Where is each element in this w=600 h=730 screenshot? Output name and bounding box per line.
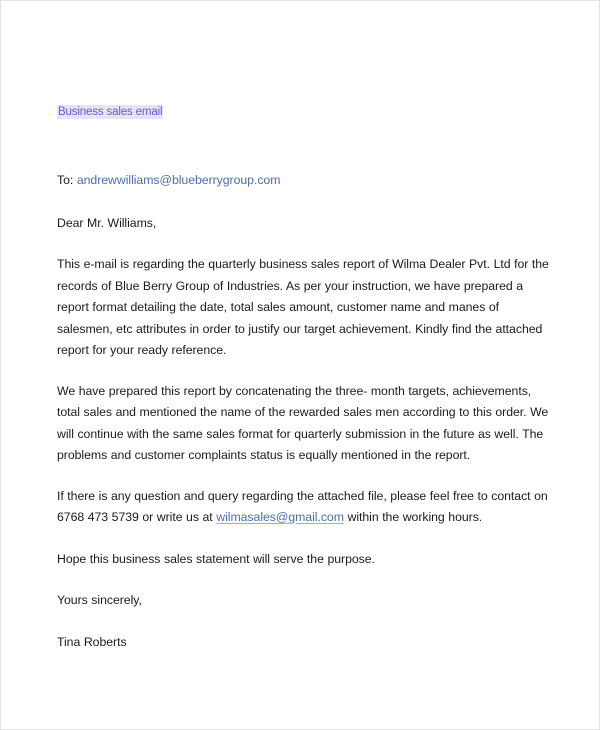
body-paragraph-4: Hope this business sales statement will serve the purpose. <box>57 551 375 566</box>
body-paragraph-3 <box>57 486 550 529</box>
body-paragraph-3-text-after: within the working hours. <box>347 510 483 524</box>
letter-body <box>57 105 550 653</box>
body-paragraph-1: This e-mail is regarding the quarterly business sales report of Wilma Dealer Pvt. Ltd for the records of Blue Berry Group of Industries. As per your instruction, we have prepared a report format detailing the date, total sales amount, customer name and manes of salesmen, etc attributes in order to justify our target achievement. Kindly find the attached report for your ready reference. <box>57 257 549 357</box>
to-label: To: <box>57 173 74 187</box>
document-title-text: Business sales email <box>58 106 163 118</box>
recipient-email-link[interactable]: andrewwilliams@blueberrygroup.com <box>76 173 281 187</box>
sender-email-link[interactable]: wilmasales@gmail.com <box>216 510 344 524</box>
body-paragraph-2: We have prepared this report by concatenating the three- month targets, achievements, total sales and mentioned the name of the rewarded sales men according to this order. We will continue with the same sales format for quarterly submission in the future as well. The problems and customer complaints status is equally mentioned in the report. <box>57 383 549 462</box>
sender-name: Tina Roberts <box>57 634 127 649</box>
salutation: Dear Mr. Williams, <box>57 215 157 230</box>
document-title <box>57 105 550 120</box>
body-paragraph-3-text-before: If there is any question and query regarding the attached file, please feel free to contact on 6768 473 5739 or write us at <box>57 488 548 524</box>
recipient-line <box>57 170 550 192</box>
sign-off: Yours sincerely, <box>57 593 142 607</box>
